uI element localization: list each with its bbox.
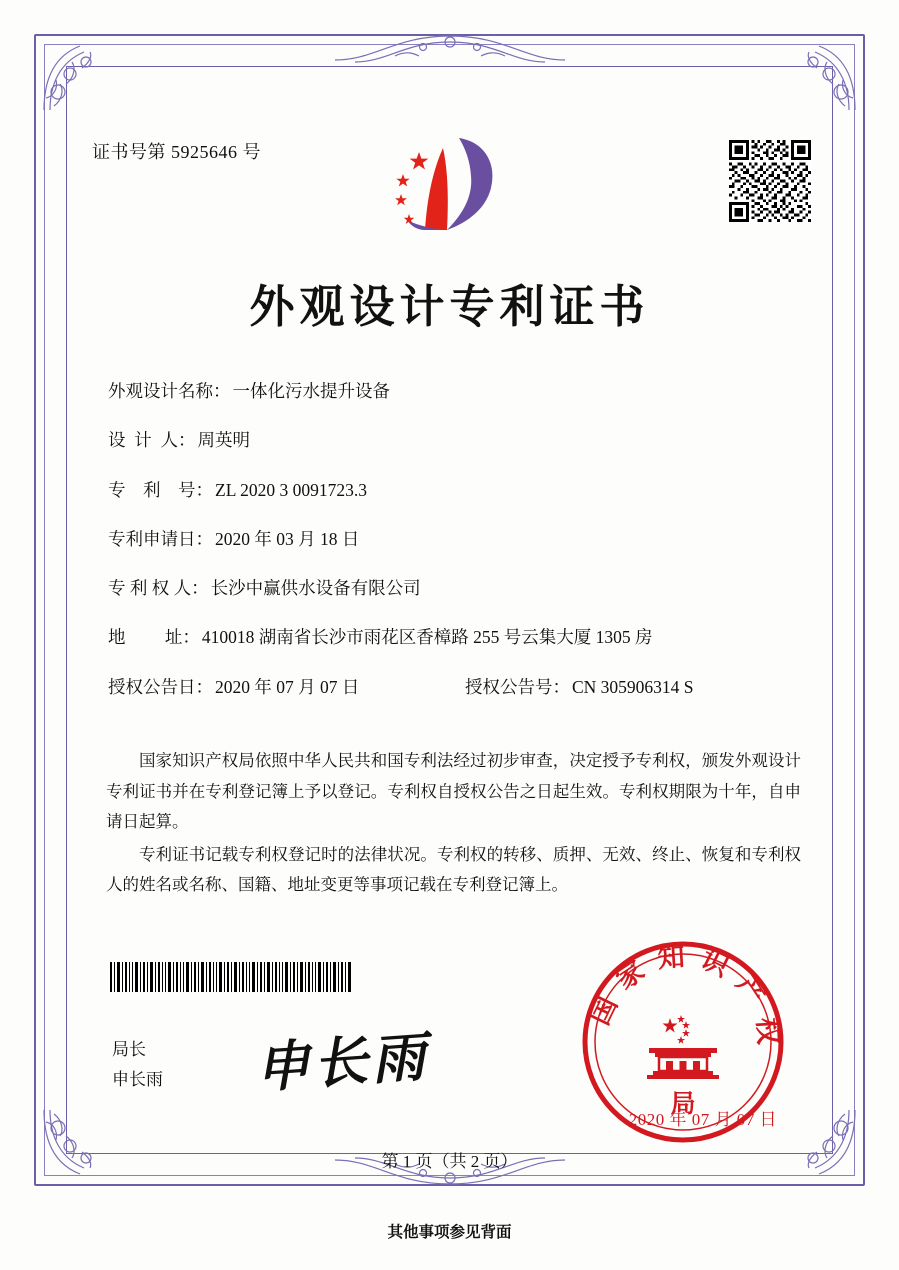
signature-name: 申长雨 (112, 1069, 163, 1089)
field-label: 专 利 权 人： (108, 578, 209, 598)
page-title: 外观设计专利证书 (249, 282, 650, 332)
field-label: 设 计 人： (108, 430, 196, 451)
field-row-patentee (108, 575, 803, 601)
corner-ornament-icon (785, 40, 859, 114)
handwritten-signature: 申长雨 (253, 1026, 432, 1099)
legal-text (106, 746, 801, 903)
svg-text:局: 局 (670, 1090, 696, 1118)
field-row-announcement (108, 674, 803, 700)
field-row-application-date (108, 526, 803, 552)
field-row-design-name (108, 378, 803, 404)
footnote: 其他事项参见背面 (387, 1224, 512, 1241)
field-label: 外观设计名称： (108, 381, 231, 401)
page-number: 第 1 页（共 2 页） (381, 1152, 518, 1171)
barcode-icon (110, 962, 352, 992)
qr-code-icon (729, 140, 811, 222)
signature-role: 局长 (112, 1040, 146, 1059)
signature-block (112, 1035, 163, 1095)
svg-text:国家知识产权: 国家知识产权 (584, 940, 784, 1059)
field-value: 2020 年 07 月 07 日 (215, 676, 360, 697)
field-label: 专利申请日： (108, 528, 213, 549)
field-row-patent-number (108, 477, 803, 503)
field-value-secondary: CN 305906314 S (572, 676, 694, 697)
field-value: 410018 湖南省长沙市雨花区香樟路 255 号云集大厦 1305 房 (201, 627, 653, 648)
field-value: 2020 年 03 月 18 日 (215, 528, 360, 549)
field-label: 地 址： (108, 627, 200, 648)
seal-date: 2020 年 07 月 07 日 (628, 1110, 777, 1129)
legal-paragraph: 国家知识产权局依照中华人民共和国专利法经过初步审查，决定授予专利权，颁发外观设计专利证书并在专利登记簿上予以登记。专利权自授权公告之日起生效。专利权期限为十年，自申请日起算。 (106, 751, 801, 832)
field-value: ZL 2020 3 0091723.3 (215, 479, 367, 500)
field-value: 周英明 (197, 430, 250, 451)
field-label-secondary: 授权公告号： (465, 676, 570, 697)
field-value: 一体化污水提升设备 (232, 381, 390, 401)
field-label: 专 利 号： (108, 479, 213, 500)
field-value: 长沙中赢供水设备有限公司 (210, 578, 421, 598)
field-row-designer (108, 427, 803, 453)
top-ornament-icon (335, 30, 565, 64)
cnipa-logo-icon (385, 130, 515, 240)
corner-ornament-icon (40, 40, 114, 114)
field-row-address (108, 624, 803, 650)
certificate-number: 证书号第 5925646 号 (92, 142, 261, 162)
field-label: 授权公告日： (108, 676, 213, 697)
legal-paragraph: 专利证书记载专利权登记时的法律状况。专利权的转移、质押、无效、终止、恢复和专利权人的姓名或名称、国籍、地址变更等事项记载在专利登记簿上。 (106, 844, 801, 895)
field-list (108, 378, 803, 723)
